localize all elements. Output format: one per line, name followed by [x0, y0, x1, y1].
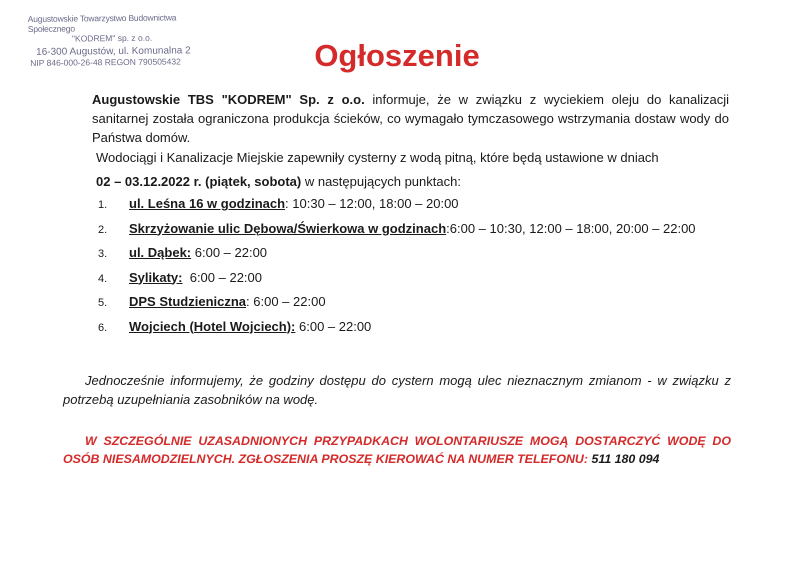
page-title-text: Ogłoszenie — [314, 38, 480, 73]
tanker-paragraph: Wodociągi i Kanalizacje Miejskie zapewniły cysterny z wodą pitną, które będą ustawione w dniach — [96, 150, 659, 165]
locations-list — [98, 196, 778, 343]
list-item-hours: 6:00 – 10:30, 12:00 – 18:00, 20:00 – 22:00 — [449, 220, 696, 236]
list-item-number: 1. — [98, 199, 108, 211]
list-item — [98, 221, 778, 246]
intro-text: informuje, że w związku z wyciekiem oleju do kanalizacji sanitarnej została ograniczona produkcja ścieków, co wymagało tymczasowego wstrzymania dostaw wody do Państwa domów. — [92, 92, 729, 145]
list-item-hours: 6:00 – 22:00 — [253, 294, 326, 309]
list-item-sep: : — [285, 196, 293, 211]
list-item-hours: 10:30 – 12:00, 18:00 – 20:00 — [292, 196, 459, 211]
warning-text: W SZCZEGÓLNIE UZASADNIONYCH PRZYPADKACH WOLONTARIUSZE MOGĄ DOSTARCZYĆ WODĘ DO OSÓB NIESAMODZIELNYCH. ZGŁOSZENIA PROSZĘ KIEROWAĆ NA NUMER TELEFONU: — [63, 434, 731, 466]
list-item-hours: 6:00 – 22:00 — [189, 269, 263, 285]
list-item-number: 2. — [98, 223, 108, 236]
note-paragraph: Jednocześnie informujemy, że godziny dostępu do cystern mogą ulec nieznacznym zmianom - w związku z potrzebą uzupełniania zasobników na wodę. — [63, 373, 731, 407]
list-item — [98, 270, 778, 295]
stamp-line-ids: NIP 846-000-26-48 REGON 790505432 — [30, 56, 181, 68]
list-item-sep — [182, 270, 189, 285]
list-item-number: 5. — [98, 297, 108, 309]
intro-paragraph — [92, 90, 729, 147]
list-item-hours: 6:00 – 22:00 — [194, 245, 268, 260]
stamp-line-company: "KODREM" sp. z o.o. — [71, 32, 153, 44]
list-item — [98, 294, 778, 319]
list-item-number: 6. — [98, 321, 108, 334]
list-item-sep: : — [246, 294, 254, 309]
dates-bold: 02 – 03.12.2022 r. (piątek, sobota) — [96, 174, 302, 189]
list-item-hours: 6:00 – 22:00 — [299, 318, 372, 334]
dates-paragraph — [96, 172, 736, 191]
list-item — [98, 196, 778, 221]
dates-rest: w następujących punktach: — [301, 174, 461, 189]
list-item-place: ul. Dąbek: — [129, 245, 192, 260]
stamp-line-address: 16-300 Augustów, ul. Komunalna 2 — [36, 45, 191, 59]
list-item-place: Sylikaty: — [129, 269, 183, 285]
volunteer-warning — [63, 432, 731, 468]
list-item-number: 4. — [98, 272, 108, 285]
stamp-line-name: Augustowskie Towarzystwo Budownictwa Społecznego — [27, 12, 177, 34]
list-item — [98, 245, 778, 270]
list-item-place: Skrzyżowanie ulic Dębowa/Świerkowa w godzinach — [129, 220, 447, 236]
list-item-place: Wojciech (Hotel Wojciech): — [129, 318, 296, 334]
intro-company: Augustowskie TBS "KODREM" Sp. z o.o. — [92, 92, 365, 107]
phone-number: 511 180 094 — [591, 452, 660, 466]
page-title — [0, 38, 790, 74]
list-item — [98, 319, 778, 344]
list-item-number: 3. — [98, 248, 108, 260]
list-item-place: ul. Leśna 16 w godzinach — [129, 196, 286, 211]
list-item-sep: : — [446, 220, 450, 236]
list-item-place: DPS Studzieniczna — [129, 294, 247, 309]
